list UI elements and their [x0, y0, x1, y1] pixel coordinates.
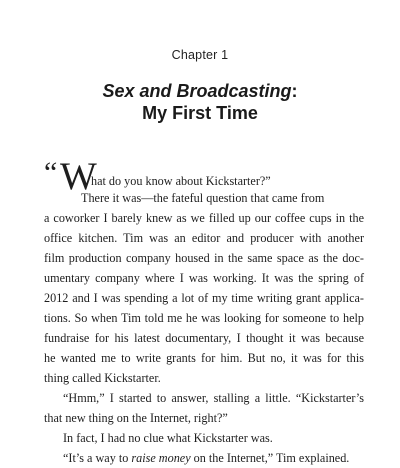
body-line: umentary company where I was working. It was the spring of [44, 271, 364, 285]
body-line: tions. So when Tim told me he was looking for someone to help [44, 311, 364, 325]
opening-quote-mark: “ [44, 156, 58, 189]
body-line: In fact, I had no clue what Kickstarter was. [63, 431, 273, 445]
body-line: a coworker I barely knew as we filled up our coffee cups in the [44, 211, 364, 225]
body-line: thing called Kickstarter. [44, 371, 161, 385]
chapter-title-line-1 [0, 80, 400, 102]
body-line-last-before: “It’s a way to [63, 451, 132, 465]
body-line-last [44, 448, 364, 468]
chapter-number: Chapter 1 [171, 48, 229, 62]
body-line: fundraise for his latest documentary, I thought it was because [44, 331, 364, 345]
chapter-title-line-2: My First Time [142, 103, 258, 123]
body-line: office kitchen. Tim was an editor and producer with another [44, 231, 364, 245]
body-line: film production company housed in the same space as the doc- [44, 251, 364, 265]
body-line: that new thing on the Internet, right?” [44, 411, 228, 425]
chapter-title-italic: Sex and Broadcasting [102, 81, 292, 101]
body-line: 2012 and I was spending a lot of my time writing grant applica- [44, 291, 364, 305]
body-line: There it was—the fateful question that came from [81, 191, 325, 205]
chapter-title [0, 80, 400, 124]
drop-cap: W [60, 155, 97, 198]
body-line-last-italic: raise money [131, 451, 191, 465]
body-first-line: hat do you know about Kickstarter?” [91, 174, 271, 188]
body-line-last-after: on the Internet,” Tim explained. [190, 451, 350, 465]
chapter-title-colon: : [291, 81, 298, 101]
body-line: he wanted me to write grants for him. But no, it was for this [44, 351, 364, 365]
body-line: “Hmm,” I started to answer, stalling a little. “Kickstarter’s [63, 391, 364, 405]
body-text [44, 188, 364, 468]
